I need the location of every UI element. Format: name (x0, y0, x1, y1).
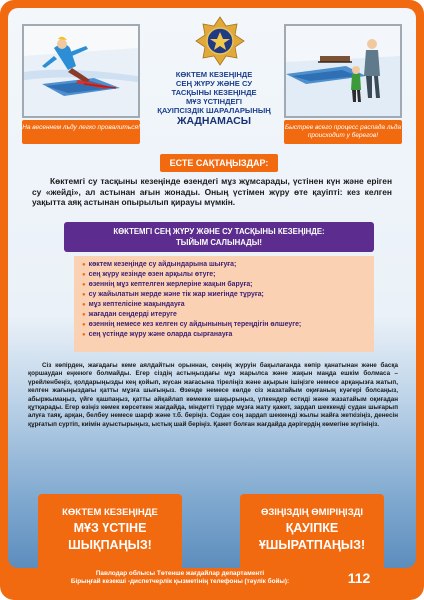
poster-title (144, 70, 284, 127)
intro-paragraph: Көктемгі су тасқыны кезеңінде өзендегі мұз жұмсарады, үстінен күн және еріген су «жейді», ал астынан ағын жонады. Оның үстімен жүру өте қауіпті: кез келген уақытта аяқ астынан опырылып қирауы мүмкін. (32, 176, 392, 207)
cta-line: ШЫҚПАҢЫЗ! (68, 538, 152, 552)
prohibited-actions-list (74, 256, 374, 352)
title-main-word: ЖАДНАМАСЫ (176, 115, 252, 127)
prohibited-banner-line: КӨКТЕМГІ СЕҢ ЖҮРУ ЖӘНЕ СУ ТАСҚЫНЫ КЕЗЕҢІНДЕ: (113, 227, 325, 236)
list-item: ● жағадан сеңдерді итеруге (82, 310, 366, 320)
do-not-go-on-ice-box (38, 494, 182, 568)
title-line: ТАСҚЫНЫ КЕЗЕҢІНДЕ (171, 88, 257, 97)
shore-ice-illustration (284, 24, 402, 118)
list-item: ● өзеннің немесе кез келген су айдынының тереңдігін өлшеуге; (82, 320, 366, 330)
title-line: КӨКТЕМ КЕЗЕҢІНДЕ (175, 70, 253, 79)
emergency-phone-number: 112 (347, 570, 371, 586)
remember-label: ЕСТЕ САҚТАҢЫЗДАР: (160, 154, 278, 172)
right-illustration-caption: Быстрее всего процесс распада льда происходит у берегов! (284, 120, 402, 144)
footer-text (30, 570, 330, 586)
cta-line: ҰШЫРАТПАҢЫЗ! (258, 538, 366, 552)
left-illustration-caption: На весеннем льду легко провалиться! (22, 120, 140, 144)
do-not-risk-life-box (240, 494, 384, 568)
emergency-department-emblem (195, 16, 245, 66)
list-item: ● су жайылатын жерде және тік жар жиегінде тұруға; (82, 290, 366, 300)
footer-hotline-label: Бірыңғай кезекші -диспетчерлік қызметінің телефоны (тәулік бойы): (70, 578, 290, 585)
footer-department: Павлодар облысы Төтенше жағдайлар департаменті (95, 570, 265, 577)
poster-panel (8, 8, 416, 568)
cta-line: ҚАУІПКЕ (285, 521, 339, 535)
title-line: СЕҢ ЖҮРУ ЖӘНЕ СУ (175, 79, 253, 88)
title-line: МҰЗ ҮСТІНДЕГІ (185, 97, 243, 106)
prohibited-banner (64, 222, 374, 252)
falling-through-ice-illustration (22, 24, 140, 118)
instructions-paragraph: Сіз көпірден, жағадағы кеме аялдайтын орыннан, сеңнің жүруін бақылағанда көпір қанатынан және басқа қоршаудан еңкеюге болмайды. Егер сіздің астыңыздағы мұз жарылса және жақын маңда ешкім болмаса – үрейленбеңіз, қолдарыңызды кең қойып, жүсан жағасына тіреліңіз және ақырын ішіңізге немесе арқаңызға жатып, келген жағыңыздағы қатты мұзға шығыңыз. Өзенде немесе көлде сіз жазатайым оқиғаның куәгері болсаңыз, абыржымаңыз, үйге қашпаңыз, қатты айқайлап көмекке шақырыңыз, үлкендер естиді және жазатайым оқиғадан құтқарады. Егер өзіңіз көмек көрсеткен жағдайда, міндетті түрде мұзға жату қажет, зардап шеккенді судан шығарып алуға таяқ, арқан, белбеу немесе шарф және т.б. беріңіз. Содан соң зардап шеккенді жылы жайға жеткізіңіз, денесін құрғатып суртіп, киімін ауыстырыңыз, ыстық шай беріңіз. Қажет болған жағдайда дәрігердің көмегіне жүгініңіз. (28, 362, 398, 428)
list-item: ● сең жүру кезінде өзен арқылы өтуге; (82, 270, 366, 280)
list-item: ● өзеннің мұз кептелген жерлеріне жақын баруға; (82, 280, 366, 290)
cta-line: КӨКТЕМ КЕЗЕҢІНДЕ (62, 507, 158, 518)
cta-line: МҰЗ ҮСТІНЕ (73, 521, 147, 535)
list-item: ● мұз кептелісіне жақындауға (82, 300, 366, 310)
list-item: ● сең үстінде жүру және оларда сырғанауға (82, 330, 366, 340)
title-line: ҚАУІПСІЗДІК ШАРАЛАРЫНЫҢ (157, 106, 271, 115)
prohibited-banner-line: ТЫЙЫМ САЛЫНАДЫ! (176, 238, 262, 247)
list-item: ● көктем кезеңінде су айдындарына шығуға; (82, 260, 366, 270)
cta-line: ӨЗІҢІЗДІҢ ӨМІРІҢІЗДІ (260, 507, 364, 518)
